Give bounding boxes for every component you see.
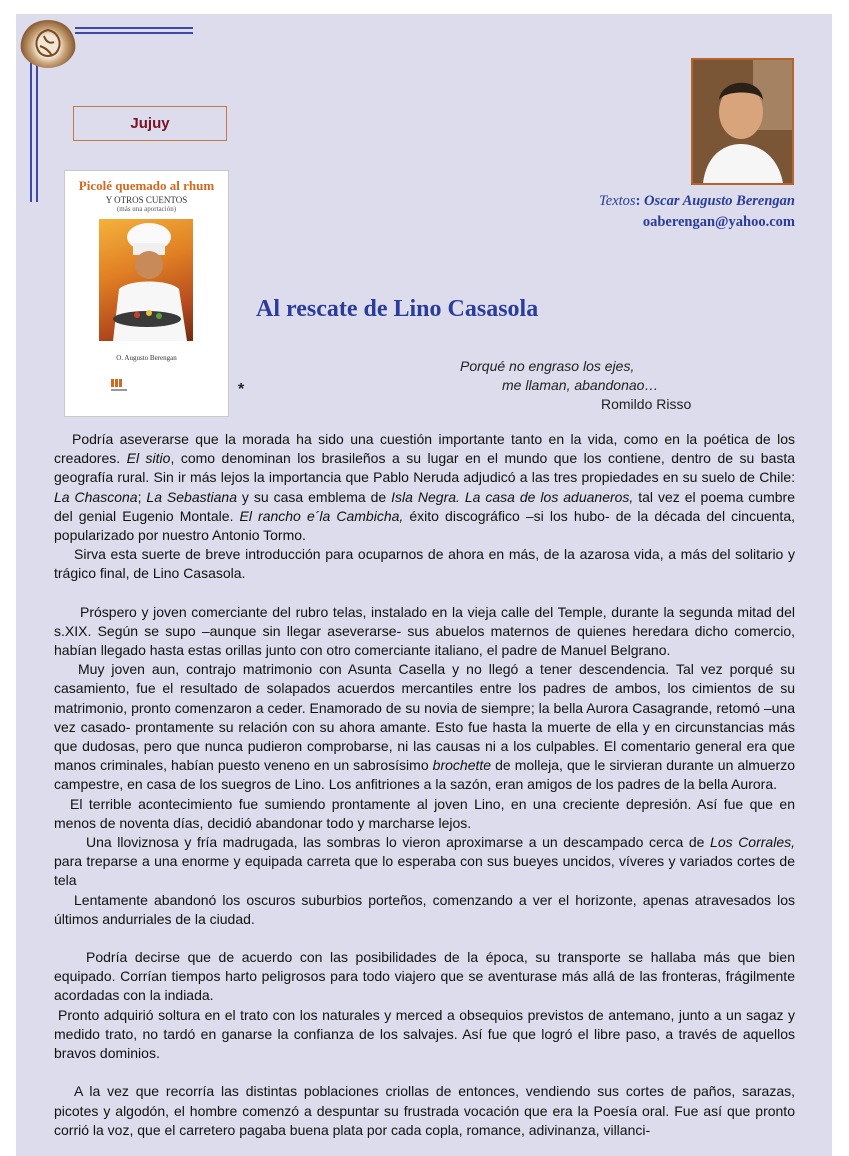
paragraph-7: Lentamente abandonó los oscuros suburbios porteños, comenzando a ver el horizonte, apenas atravesados los últimos andurriales de la ciudad. [54,891,795,927]
book-cover [64,170,229,417]
paragraph-6: Una lloviznosa y fría madrugada, las sombras lo vieron aproximarse a un descampado cerca de Los Corrales, para treparse a una enorme y equipada carreta que lo esperaba con sus bueyes uncidos, víveres y variados cortes de tela [54,834,795,889]
frame-line-left-outer [30,62,32,202]
paragraph-5: El terrible acontecimiento fue sumiendo prontamente al joven Lino, en una creciente depresión. Así fue que en menos de noventa días, decidió abandonar todo y marcharse lejos. [54,795,795,831]
frame-line-top-outer [75,27,193,29]
paragraph-8: Podría decirse que de acuerdo con las posibilidades de la época, su transporte se hallaba más que bien equipado. Corrían tiempos harto peligrosos para todo viajero que se aventurase más allá de las fronteras, frágilmente acordadas con la indiada. [54,949,795,1004]
book-subtitle-note: (más una aportación) [116,205,177,213]
frame-line-left-inner [36,62,38,202]
book-cover-image [99,219,193,341]
author-photo [691,58,794,185]
credits-line [599,191,795,212]
paragraph-3: Próspero y joven comerciante del rubro telas, instalado en la vieja calle del Temple, durante la segunda mitad del s.XIX. Según se supo –aunque sin llegar aseverarse- sus abuelos maternos de quienes heredara dicho comercio, habían llegado hasta estas orillas junto con otro comerciante italiano, el padre de Manuel Belgrano. [54,603,795,659]
article-title: Al rescate de Lino Casasola [256,296,539,322]
paragraph-2: Sirva esta suerte de breve introducción para ocuparnos de ahora en más, de la azarosa vida, a más del solitario y trágico final, de Lino Casasola. [54,546,795,582]
credits-block [599,191,795,233]
credits-email[interactable]: oaberengan@yahoo.com [642,214,795,230]
paragraph-9: Pronto adquirió soltura en el trato con los naturales y merced a obsequios previstos de antemano, junto a un sagaz y medido trato, no tardó en ganarse la confianza de los salvajes. Así fue que logró el libre paso, a través de aquellos bravos dominios. [54,1006,795,1062]
footnote-asterisk: * [238,381,245,398]
paragraph-gap [54,929,795,948]
paragraph-10: A la vez que recorría las distintas poblaciones criollas de entonces, vendiendo sus cortes de paños, sarazas, picotes y algodón, el hombre comenzó a despuntar su frustrada vocación que era la Poesía oral. Fue así que pronto corrió la voz, que el carretero pagaba buena plata por cada copla, romance, adivinanza, villanci- [54,1083,795,1138]
epigraph-author: Romildo Risso [601,396,692,412]
paragraph-gap [54,584,795,603]
epigraph [460,357,760,414]
book-subtitle: Y OTROS CUENTOS [105,195,188,205]
credits-label: Textos [599,193,636,209]
book-author: O. Augusto Berengan [116,354,177,362]
paragraph-gap [54,1063,795,1082]
logo-icon [20,20,76,68]
publisher-logo-icon [111,379,127,393]
epigraph-line-2: me llaman, abandonao… [502,377,659,393]
paragraph-4: Muy joven aun, contrajo matrimonio con Asunta Casella y no llegó a tener descendencia. Tal vez porqué su casamiento, fue el resultado de solapados acuerdos mercantiles entre los padres de ambos, los cimientos de su matrimonio, pronto comenzaron a ceder. Enamorado de su novia de siempre; la bella Aurora Casagrande, retomó –una vez casado- prontamente su relación con su ahora amante. Esto fue hasta la muerte de ella y en circunstancias más que dudosas, pero que nunca pudieron comprobarse, ni las causas ni a los culpables. El comentario general era que manos criminales, habían puesto veneno en un sabrosísimo brochette de molleja, que le sirvieran durante un almuerzo campestre, en casa de los suegros de Lino. Los anfitriones a la sazón, eran amigos de los padres de la bella Aurora. [54,661,795,793]
epigraph-line-1: Porqué no engraso los ejes, [460,358,635,374]
frame-line-top-inner [75,32,193,34]
paragraph-1: Podría aseverarse que la morada ha sido una cuestión importante tanto en la vida, como en la poética de los creadores. El sitio, como denominan los brasileños a su lugar en el mundo que los contiene, dentro de su basta geografía rural. Sin ir más lejos la importancia que Pablo Neruda adjudicó a las tres propiedades en su suelo de Chile: La Chascona; La Sebastiana y su casa emblema de Isla Negra. La casa de los aduaneros, tal vez el poema cumbre del genial Eugenio Montale. El rancho e´la Cambicha, éxito discográfico –si los hubo- de la década del cincuenta, popularizado por nuestro Antonio Tormo. [54,431,795,544]
article-body [54,430,795,1140]
credits-colon: : [635,193,645,209]
credits-author-name: Oscar Augusto Berengan [644,193,795,209]
book-title: Picolé quemado al rhum [78,178,215,193]
region-label-box [73,106,227,141]
region-label: Jujuy [130,115,170,132]
